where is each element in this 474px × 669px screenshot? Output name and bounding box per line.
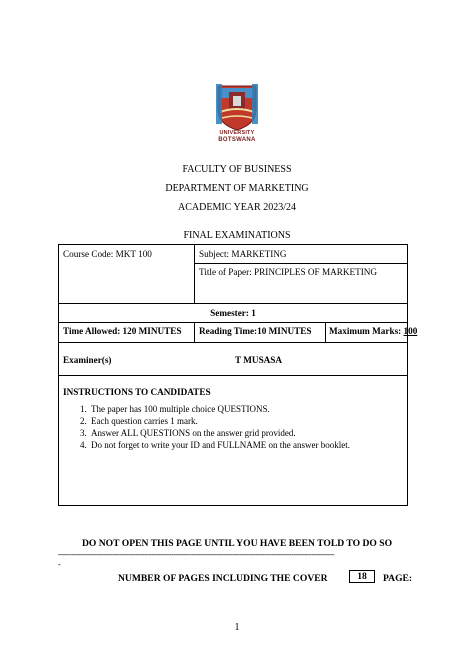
instruction-item: 1. The paper has 100 multiple choice QUESTIONS. <box>89 403 350 415</box>
do-not-open-warning: DO NOT OPEN THIS PAGE UNTIL YOU HAVE BEEN TOLD TO DO SO <box>81 538 393 549</box>
instructions-list <box>67 403 350 451</box>
reading-time: Reading Time:10 MINUTES <box>199 326 312 336</box>
page-label: PAGE: <box>383 573 413 584</box>
maximum-marks <box>329 326 417 337</box>
maximum-marks-label: Maximum Marks: <box>329 326 404 336</box>
instruction-item: 4. Do not forget to write your ID and FULLNAME on the answer booklet. <box>89 439 350 451</box>
faculty-heading: FACULTY OF BUSINESS <box>182 164 292 175</box>
semester: Semester: 1 <box>210 308 256 318</box>
logo-text-botswana: BOTSWANA <box>218 137 256 143</box>
maximum-marks-value: 100 <box>403 326 418 336</box>
academic-year-heading: ACADEMIC YEAR 2023/24 <box>178 202 296 213</box>
dashed-separator: -------------------------------------------------------------------------------------------------------------------------- <box>58 550 335 559</box>
exam-type-heading: FINAL EXAMINATIONS <box>183 230 291 241</box>
number-of-pages-value: 18 <box>349 570 375 583</box>
department-heading: DEPARTMENT OF MARKETING <box>165 183 309 194</box>
course-code: Course Code: MKT 100 <box>63 249 152 259</box>
number-of-pages-label: NUMBER OF PAGES INCLUDING THE COVER <box>118 573 328 584</box>
instruction-item: 3. Answer ALL QUESTIONS on the answer grid provided. <box>89 427 350 439</box>
page-number: 1 <box>234 622 240 633</box>
exam-info-table <box>58 244 418 506</box>
time-allowed: Time Allowed: 120 MINUTES <box>63 326 182 336</box>
examiner-label: Examiner(s) <box>63 355 112 365</box>
subject: Subject: MARKETING <box>199 249 287 259</box>
instruction-item: 2. Each question carries 1 mark. <box>89 415 350 427</box>
title-of-paper: Title of Paper: PRINCIPLES OF MARKETING <box>199 267 378 277</box>
dashed-separator-tail: - <box>58 560 61 569</box>
examiner-name: T MUSASA <box>235 355 283 365</box>
instructions-heading: INSTRUCTIONS TO CANDIDATES <box>63 387 211 397</box>
logo-text-university: UNIVERSITY <box>219 130 255 136</box>
